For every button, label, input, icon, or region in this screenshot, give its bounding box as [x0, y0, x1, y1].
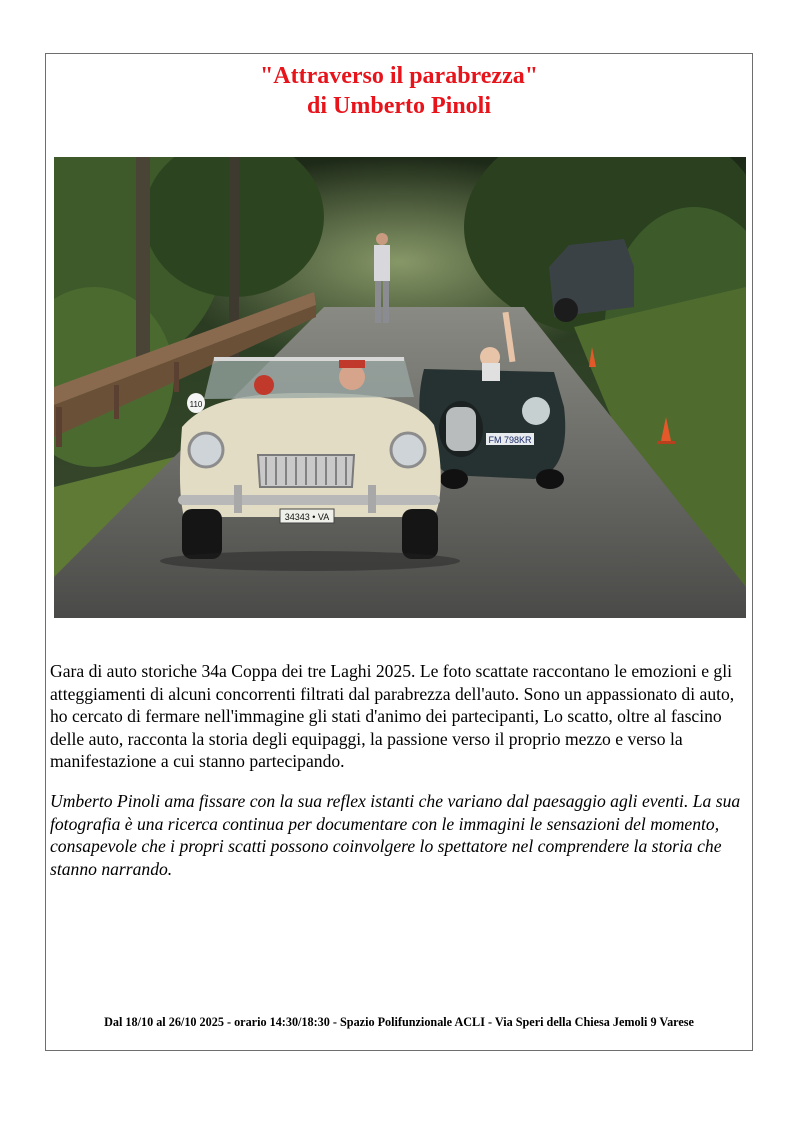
exhibition-info: Dal 18/10 al 26/10 2025 - orario 14:30/18:30 - Spazio Polifunzionale ACLI - Via Speri della Chiesa Jemoli 9 Varese — [104, 1015, 694, 1029]
rear-plate-text: FM 798KR — [488, 435, 532, 445]
front-plate-text: 34343 • VA — [284, 512, 330, 522]
poster-title: "Attraverso il parabrezza" — [259, 63, 539, 89]
race-number-text: 110 — [189, 400, 203, 409]
poster-author: di Umberto Pinoli — [307, 93, 491, 119]
poster-frame — [45, 53, 753, 1051]
vintage-car-photo — [54, 157, 746, 618]
event-description: Gara di auto storiche 34a Coppa dei tre Laghi 2025. Le foto scattate raccontano le emozioni e gli atteggiamenti di alcuni concorrenti filtrati dal parabrezza dell'auto. Sono un appassionato di auto, ho cercato di fermare nell'immagine gli stati d'animo dei partecipanti, Lo scatto, oltre al fascino delle auto, racconta la storia degli equipaggi, la passione verso il proprio mezzo e verso la manifestazione a cui stanno partecipando. — [50, 661, 735, 771]
author-bio: Umberto Pinoli ama fissare con la sua reflex istanti che variano dal paesaggio agli eventi. La sua fotografia è una ricerca continua per documentare con le immagini le sensazioni del momento, consapevole che i propri scatti possono coinvolgere lo spettatore nel comprendere la storia che stanno narrando. — [50, 791, 741, 879]
